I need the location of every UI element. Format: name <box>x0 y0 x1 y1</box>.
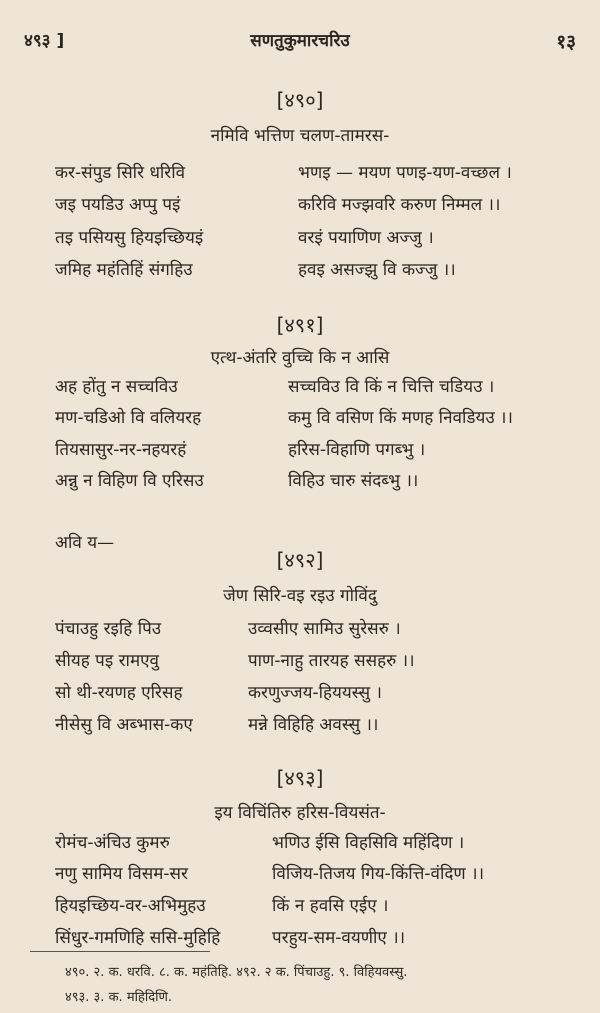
footnote: ४९०. २. क. धरवि. ८. क. महंतिहि. ४९२. २ क. पिंचाउहु. ९. विहियवस्सु. <box>65 965 408 980</box>
line-second-half: उव्वसीए सामिउ सुरेसरु । <box>248 619 401 639</box>
line-first-half: अह होंतु न सच्चविउ <box>55 377 178 397</box>
line-first-half: जमिह महंतिहिं संगहिउ <box>55 260 193 280</box>
running-title: सणतुकुमारचरिउ <box>250 31 350 51</box>
verse-line <box>0 616 600 646</box>
line-second-half: हरिस-विहाणि पगब्भु । <box>288 440 426 460</box>
line-second-half: सच्चविउ वि किं न चित्ति चडियउ । <box>288 377 495 397</box>
page-range: ४९३ ] <box>24 31 65 51</box>
verse-line <box>0 257 600 287</box>
verse-line <box>0 893 600 923</box>
verse-line <box>0 225 600 255</box>
line-second-half: करणुज्जय-हिययस्सु । <box>248 683 382 703</box>
footnote: ४९३. ३. क. महिदिणि. <box>65 990 173 1005</box>
line-second-half: पाण-नाहु तारयह ससहरु ।। <box>248 651 415 671</box>
verse-title: नमिवि भत्तिण चलण-तामरस- <box>210 126 390 146</box>
line-first-half: हियइच्छिय-वर-अभिमुहउ <box>55 896 206 916</box>
verse-line <box>0 405 600 435</box>
verse-line <box>0 830 600 860</box>
verse-line <box>0 680 600 710</box>
line-first-half: अन्नु न विहिण वि एरिसउ <box>55 471 204 491</box>
verse-line <box>0 437 600 467</box>
line-first-half: सो थी-रयणह एरिसह <box>55 683 183 703</box>
line-second-half: हवइ असज्झु वि कज्जु ।। <box>298 260 456 280</box>
verse-line <box>0 468 600 498</box>
line-first-half: नणु सामिय विसम-सर <box>55 864 188 884</box>
verse-line <box>0 160 600 190</box>
line-second-half: भणइ — मयण पणइ-यण-वच्छल । <box>298 163 512 183</box>
line-second-half: किं न हवसि एईए । <box>272 896 389 916</box>
line-second-half: कमु वि वसिण किं मणह निवडियउ ।। <box>288 408 513 428</box>
line-first-half: सीयह पइ रामएवु <box>55 651 159 671</box>
verse-line <box>0 192 600 222</box>
line-first-half: पंचाउहु रइहि पिउ <box>55 619 162 639</box>
line-first-half: कर-संपुड सिरि धरिवि <box>55 163 186 183</box>
line-second-half: भणिउ ईसि विहसिवि महिंदिण । <box>272 833 465 853</box>
verse-number: [४९३] <box>276 766 324 790</box>
page-number: १३ <box>556 31 576 53</box>
line-second-half: विजिय-तिजय गिय-किंत्ति-वंदिण ।। <box>272 864 485 884</box>
line-second-half: विहिउ चारु संदब्भु ।। <box>288 471 419 491</box>
line-first-half: जइ पयडिउ अप्पु पइं <box>55 195 181 215</box>
verse-number: [४९१] <box>276 313 324 337</box>
verse-line <box>0 374 600 404</box>
line-first-half: नीसेसु वि अब्भास-कए <box>55 715 193 735</box>
verse-number: [४९२] <box>276 548 324 572</box>
line-first-half: तइ पसियसु हियइच्छियइं <box>55 228 204 248</box>
verse-title: इय विचिंतिरु हरिस-वियसंत- <box>214 803 386 823</box>
verse-title: एत्थ-अंतरि वुच्चि कि न आसि <box>210 348 390 368</box>
line-second-half: मन्ने विहिहि अवस्सु ।। <box>248 715 379 735</box>
footnote-divider <box>30 951 210 952</box>
page-header <box>24 28 576 58</box>
verse-number: [४९०] <box>276 88 324 112</box>
line-first-half: तियसासुर-नर-नहयरहं <box>55 440 187 460</box>
verse-title: जेण सिरि-वइ रइउ गोविंदु <box>223 586 377 606</box>
line-first-half: मण-चडिओ वि वलियरह <box>55 408 202 428</box>
verse-line <box>0 861 600 891</box>
verse-line <box>0 648 600 678</box>
line-second-half: परहुय-सम-वयणीए ।। <box>272 928 406 948</box>
line-second-half: वरइं पयाणिण अज्जु । <box>298 228 434 248</box>
verse-intro: अवि य— <box>55 533 115 553</box>
line-first-half: रोमंच-अंचिउ कुमरु <box>55 833 170 853</box>
line-first-half: सिंधुर-गमणिहि ससि-मुहिहि <box>55 928 221 948</box>
line-second-half: करिवि मज्झवरि करुण निम्मल ।। <box>298 195 501 215</box>
verse-line <box>0 712 600 742</box>
